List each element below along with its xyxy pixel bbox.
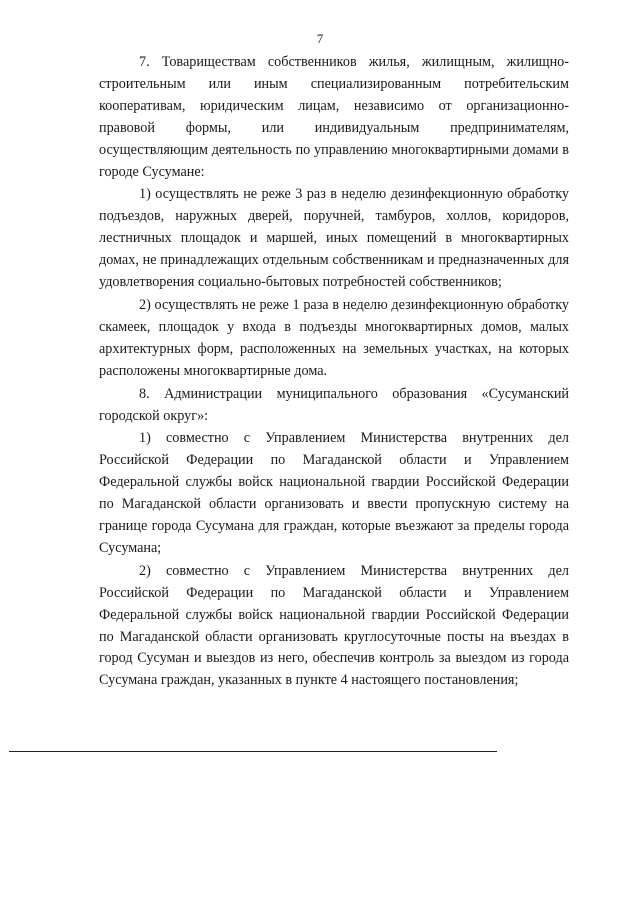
- footer-rule: [9, 751, 497, 752]
- paragraph-item-7-1: 1) осуществлять не реже 3 раз в неделю дезинфекционную обработку подъездов, наружных дверей, поручней, тамбуров, холлов, коридоров, лестничных площадок и маршей, иных помещений в многоквартирных домах, не принадлежащих отдельным собственникам и предназначенных для удовлетворения социально-бытовых потребностей собственников;: [99, 186, 569, 291]
- paragraph-item-8: 8. Администрации муниципального образования «Сусуманский городской округ»:: [99, 385, 569, 424]
- paragraph-item-8-2: 2) совместно с Управлением Министерства внутренних дел Российской Федерации по Магаданской области и Управлением Федеральной службы войск национальной гвардии Российской Федерации по Магаданской области организовать круглосуточные посты на въездах в город Сусуман и выездов из него, обеспечив контроль за выездом из города Сусумана граждан, указанных в пункте 4 настоящего постановления;: [99, 562, 569, 689]
- paragraph-item-7-2: 2) осуществлять не реже 1 раза в неделю дезинфекционную обработку скамеек, площадок у входа в подъезды многоквартирных домов, малых архитектурных форм, расположенных на земельных участках, на которых расположены многоквартирные дома.: [99, 296, 569, 379]
- document-body: [99, 52, 569, 692]
- paragraph-item-7: 7. Товариществам собственников жилья, жилищным, жилищно-строительным или иным специализированным потребительским кооперативам, юридическим лицам, независимо от организационно-правовой формы, или индивидуальным предпринимателям, осуществляющим деятельность по управлению многоквартирными домами в городе Сусумане:: [99, 54, 569, 180]
- page-number: 7: [316, 31, 324, 46]
- paragraph-item-8-1: 1) совместно с Управлением Министерства внутренних дел Российской Федерации по Магаданской области и Управлением Федеральной службы войск национальной гвардии Российской Федерации по Магаданской области организовать и ввести пропускную систему на границе города Сусумана для граждан, которые въезжают за пределы города Сусумана;: [99, 430, 569, 556]
